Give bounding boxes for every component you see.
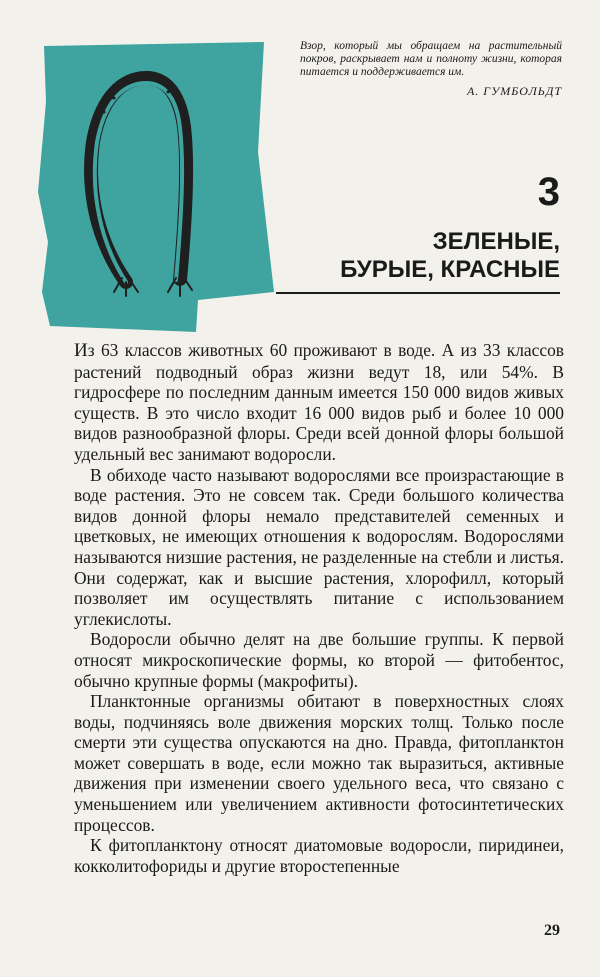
chapter-title-line-2: БУРЫЕ, КРАСНЫЕ [340,256,560,283]
paragraph-3: Водоросли обычно делят на две большие группы. К первой относят микроскопические формы, ко второй — фитобентос, обычно крупные формы (макрофиты). [74,629,564,691]
paragraph-1: Из 63 классов животных 60 проживают в воде. А из 33 классов растений подводный образ жизни ведут 18, или 54%. В гидросфере по последним данным имеется 150 000 видов живых существ. В это число входит 16 000 видов рыб и более 10 000 видов разнообразной флоры. Среди всей донной флоры большой удельный вес занимают водоросли. [74,340,564,464]
page-number: 29 [544,922,560,939]
chapter-title-line-1: ЗЕЛЕНЫЕ, [432,228,560,255]
chapter-title [340,228,560,284]
epigraph [300,40,562,98]
paragraph-2: В обиходе часто называют водорослями все произрастающие в воде растения. Это не совсем так. Среди большого количества видов донной флоры немало представителей семенных и цветковых, не имеющих отношения к водорослям. Водорослями называются низшие растения, не разделенные на стебли и листья. Они содержат, как и высшие растения, хлорофилл, который позволяет им осуществлять питание с использованием углекислоты. [74,464,564,629]
seaweed-icon [38,42,274,332]
chapter-number: 3 [537,170,560,214]
seaweed-illustration [38,42,274,332]
paragraph-4: Планктонные организмы обитают в поверхностных слоях воды, подчиняясь воле движения морских толщ. Только после смерти эти существа опускаются на дно. Правда, фитопланктон может совершать в воде, если можно так выразиться, активные движения при изменении своего удельного веса, что связано с уменьшением или увеличением активности фотосинтетических процессов. [74,691,564,835]
body-text [74,340,564,876]
title-rule [276,292,560,294]
paragraph-5: К фитопланктону относят диатомовые водоросли, пиридинеи, кокколитофориды и другие второстепенные [74,835,564,876]
epigraph-quote: Взор, который мы обращаем на растительный покров, раскрывает нам и полноту жизни, которая питается и поддерживается им. [300,40,562,78]
epigraph-author: А. ГУМБОЛЬДТ [466,84,562,98]
